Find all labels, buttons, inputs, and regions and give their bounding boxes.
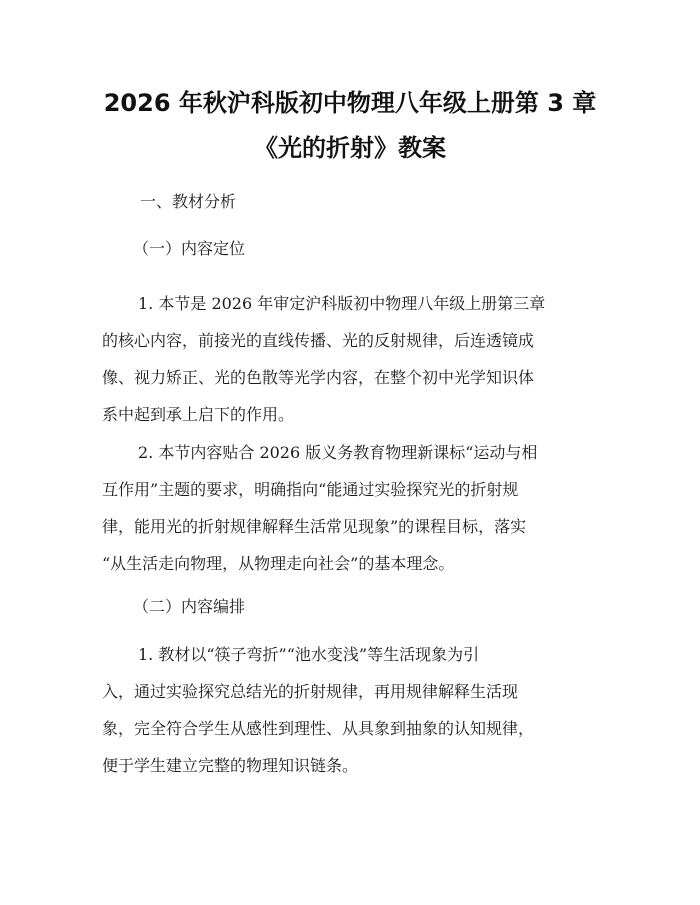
paragraph-line: 像、视力矫正、光的色散等光学内容，在整个初中光学知识体 <box>102 368 535 387</box>
paragraph-arrangement-1 <box>102 636 602 784</box>
paragraph-positioning-1 <box>102 285 602 433</box>
paragraph-line: “从生活走向物理，从物理走向社会”的基本理念。 <box>102 554 455 573</box>
paragraph-line: 入，通过实验探究总结光的折射规律，再用规律解释生活现 <box>102 682 519 701</box>
paragraph-line: 1. 本节是 2026 年审定沪科版初中物理八年级上册第三章 <box>138 294 546 313</box>
paragraph-line: 系中起到承上启下的作用。 <box>102 405 295 424</box>
subsection-heading-content-positioning: （一）内容定位 <box>133 239 246 258</box>
paragraph-line: 2. 本节内容贴合 2026 版义务教育物理新课标“运动与相 <box>138 443 538 462</box>
paragraph-line: 律，能用光的折射规律解释生活常见现象”的课程目标，落实 <box>102 517 527 536</box>
subsection-heading-content-arrangement: （二）内容编排 <box>133 597 246 616</box>
section-heading-textbook-analysis: 一、教材分析 <box>140 192 237 211</box>
paragraph-line: 便于学生建立完整的物理知识链条。 <box>102 756 359 775</box>
paragraph-line: 1. 教材以“筷子弯折”“池水变浅”等生活现象为引 <box>138 645 480 664</box>
paragraph-line: 互作用”主题的要求，明确指向“能通过实验探究光的折射规 <box>102 480 519 499</box>
document-title-line1: 2026 年秋沪科版初中物理八年级上册第 3 章 <box>103 89 597 117</box>
paragraph-positioning-2 <box>102 434 602 582</box>
paragraph-line: 象，完全符合学生从感性到理性、从具象到抽象的认知规律， <box>102 719 535 738</box>
document-title-line2: 《光的折射》教案 <box>254 134 446 162</box>
paragraph-line: 的核心内容，前接光的直线传播、光的反射规律，后连透镜成 <box>102 331 535 350</box>
